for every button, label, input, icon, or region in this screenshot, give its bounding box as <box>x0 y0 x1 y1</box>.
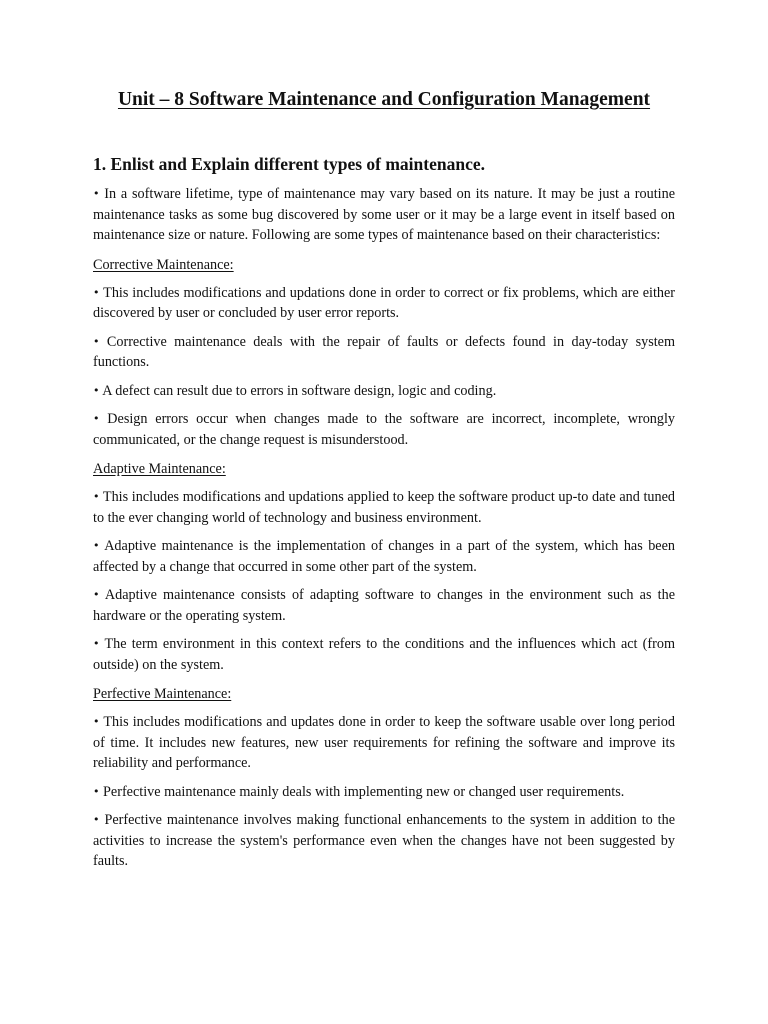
list-item <box>93 409 675 450</box>
list-item-text: This includes modifications and updates done in order to keep the software usable over long period of time. It includes new features, new user requirements for refining the software and improve its reliability and performance. <box>93 714 675 771</box>
intro-paragraph <box>93 184 675 246</box>
section-heading-corrective: Corrective Maintenance: <box>93 256 234 273</box>
bullet-icon: • <box>93 813 100 826</box>
intro-text: In a software lifetime, type of maintenance may vary based on its nature. It may be just a routine maintenance tasks as some bug discovered by some user or it may be a large event in itself based on maintenance size or nature. Following are some types of maintenance based on their characteristics: <box>93 186 675 243</box>
list-item <box>93 332 675 373</box>
list-item <box>93 634 675 675</box>
bullet-icon: • <box>93 588 100 601</box>
list-item-text: The term environment in this context refers to the conditions and the influences which act (from outside) on the system. <box>93 636 675 673</box>
question-heading: 1. Enlist and Explain different types of maintenance. <box>93 154 485 174</box>
list-item-text: Adaptive maintenance consists of adapting software to changes in the environment such as the hardware or the operating system. <box>93 587 675 624</box>
list-item-text: A defect can result due to errors in software design, logic and coding. <box>102 382 497 399</box>
list-item-text: Corrective maintenance deals with the repair of faults or defects found in day-today system functions. <box>93 333 676 370</box>
list-item-text: This includes modifications and updations done in order to correct or fix problems, which are either discovered by user or concluded by user error reports. <box>93 284 675 321</box>
bullet-icon: • <box>93 490 100 503</box>
unit-title: Unit – 8 Software Maintenance and Configuration Management <box>117 89 651 110</box>
list-item-text: Perfective maintenance involves making functional enhancements to the system in addition to the activities to increase the system's performance even when the changes have not been suggested by faults. <box>93 812 675 869</box>
list-item <box>93 283 675 324</box>
bullet-icon: • <box>93 285 100 299</box>
list-item <box>93 810 675 872</box>
document-content <box>93 88 675 872</box>
bullet-icon: • <box>93 784 100 798</box>
list-item <box>93 712 675 774</box>
list-item-text: Perfective maintenance mainly deals with implementing new or changed user requirements. <box>103 783 625 800</box>
list-item <box>93 782 675 803</box>
bullet-icon: • <box>93 539 100 552</box>
list-item <box>93 487 675 528</box>
section-heading-perfective: Perfective Maintenance: <box>93 686 232 702</box>
bullet-icon: • <box>93 383 100 397</box>
bullet-icon: • <box>93 637 100 650</box>
list-item-text: Adaptive maintenance is the implementation of changes in a part of the system, which has been affected by a change that occurred in some other part of the system. <box>93 538 675 575</box>
list-item <box>93 536 675 577</box>
bullet-icon: • <box>93 412 100 425</box>
list-item-text: This includes modifications and updations applied to keep the software product up-to date and tuned to the ever changing world of technology and business environment. <box>93 489 675 526</box>
bullet-icon: • <box>93 334 100 348</box>
list-item <box>93 585 675 626</box>
section-heading-adaptive: Adaptive Maintenance: <box>93 461 226 477</box>
list-item-text: Design errors occur when changes made to the software are incorrect, incomplete, wrongly communicated, or the change request is misunderstood. <box>93 411 676 448</box>
bullet-icon: • <box>93 715 100 728</box>
list-item <box>93 381 675 402</box>
bullet-icon: • <box>93 187 100 200</box>
